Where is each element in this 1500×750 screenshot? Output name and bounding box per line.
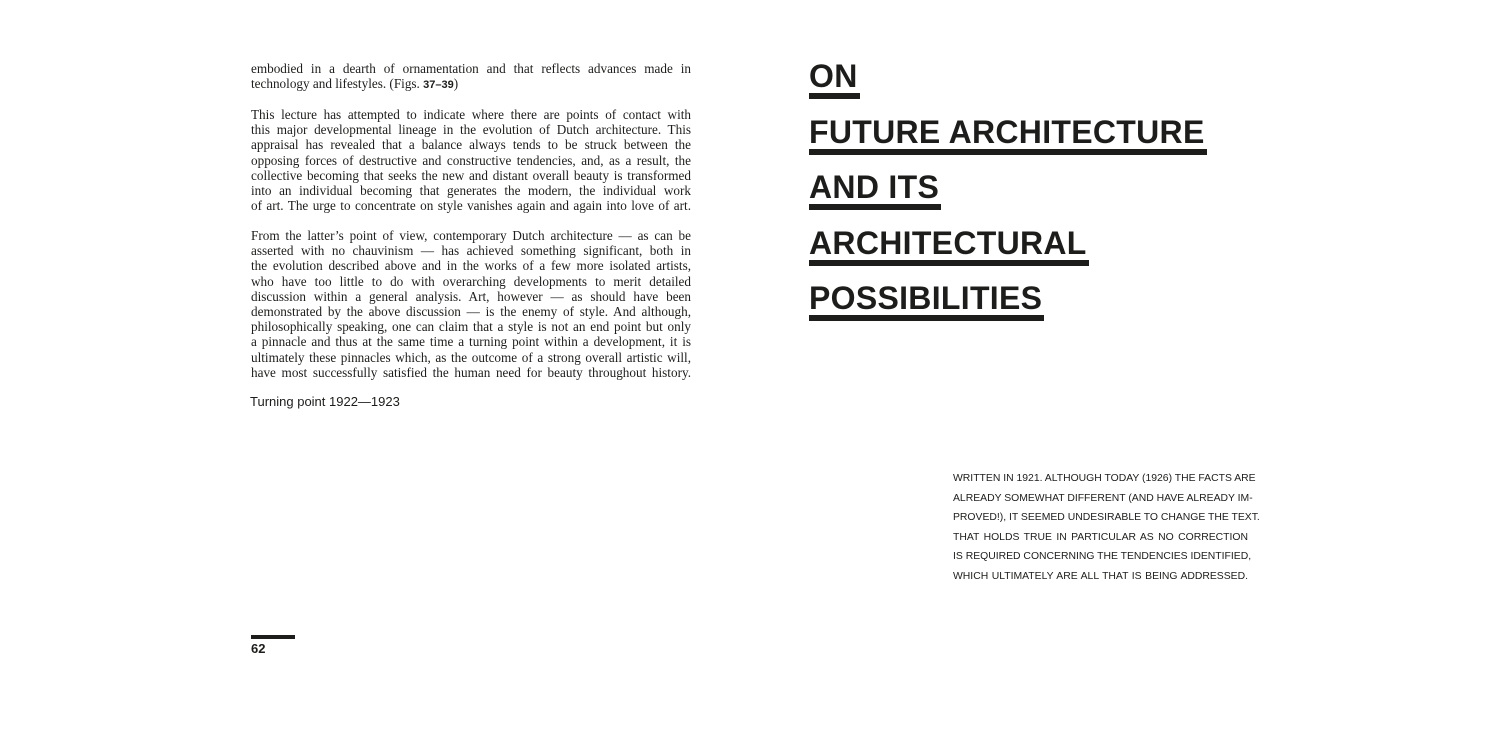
footnote-line: PROVED!), IT SEEMED UNDESIRABLE TO CHANGE THE TEXT. — [953, 512, 1260, 523]
text-line: collective becoming that seeks the new and distant overall beauty is transformed — [251, 167, 691, 183]
title-line — [809, 114, 1207, 170]
text-fragment: technology and lifestyles. (Figs. — [251, 76, 424, 92]
text-line: philosophically speaking, one can claim that a style is not an end point but only — [251, 319, 691, 335]
footnote-line: THAT HOLDS TRUE IN PARTICULAR AS NO CORRECTION — [953, 531, 1248, 543]
title-line — [809, 58, 1207, 114]
page-number: 62 — [251, 635, 295, 656]
text-line: have most successfully satisfied the human need for beauty throughout history. — [251, 364, 691, 380]
paragraph-1 — [251, 61, 691, 91]
paragraph-3 — [251, 228, 691, 380]
text-line: a pinnacle and thus at the same time a turning point within a development, it is — [251, 334, 691, 350]
section-subtitle: Turning point 1922—1923 — [250, 394, 400, 409]
text-line: of art. The urge to concentrate on style vanishes again and again into love of art. — [251, 198, 691, 214]
text-line: embodied in a dearth of ornamentation and that reflects advances made in — [251, 61, 691, 76]
text-line: discussion within a general analysis. Art, however — as should have been — [251, 288, 691, 304]
text-line: From the latter’s point of view, contemporary Dutch architecture — as can be — [251, 228, 691, 243]
text-fragment: ) — [453, 76, 459, 92]
title-line — [809, 225, 1207, 281]
title-line — [809, 280, 1207, 336]
title-line — [809, 169, 1207, 225]
text-line: demonstrated by the above discussion — is the enemy of style. And although, — [251, 303, 691, 319]
text-line: opposing forces of destructive and constructive tendencies, and, as a result, the — [251, 152, 691, 168]
paragraph-2 — [251, 107, 691, 213]
title-text: ARCHITECTURAL — [809, 226, 1089, 266]
text-line — [251, 76, 691, 91]
text-line: into an individual becoming that generates the modern, the individual work — [251, 182, 691, 198]
text-line: this major developmental lineage in the evolution of Dutch architecture. This — [251, 122, 691, 138]
text-line: who have too little to do with overarching developments to merit detailed — [251, 273, 691, 289]
text-line: This lecture has attempted to indicate where there are points of contact with — [251, 107, 691, 122]
footnote-line: ALREADY SOMEWHAT DIFFERENT (AND HAVE ALREADY IM- — [953, 492, 1253, 504]
chapter-title — [809, 58, 1207, 336]
title-text: FUTURE ARCHITECTURE — [809, 115, 1207, 155]
figure-reference: 37–39 — [423, 79, 454, 92]
text-line: ultimately these pinnacles which, as the outcome of a strong overall artistic will, — [251, 349, 691, 365]
title-text: POSSIBILITIES — [809, 281, 1044, 321]
text-line: asserted with no chauvinism — has achieved something significant, both in — [251, 243, 691, 259]
title-text: AND ITS — [809, 170, 941, 210]
footnote-line: WRITTEN IN 1921. ALTHOUGH TODAY (1926) THE FACTS ARE — [953, 473, 1256, 484]
text-line: the evolution described above and in the works of a few more isolated artists, — [251, 258, 691, 274]
text-line: appraisal has revealed that a balance always tends to be struck between the — [251, 137, 691, 153]
title-text: ON — [809, 59, 860, 99]
footnote-line: IS REQUIRED CONCERNING THE TENDENCIES IDENTIFIED, — [953, 551, 1252, 562]
footnote — [953, 469, 1260, 586]
footnote-line: WHICH ULTIMATELY ARE ALL THAT IS BEING ADDRESSED. — [953, 570, 1248, 582]
